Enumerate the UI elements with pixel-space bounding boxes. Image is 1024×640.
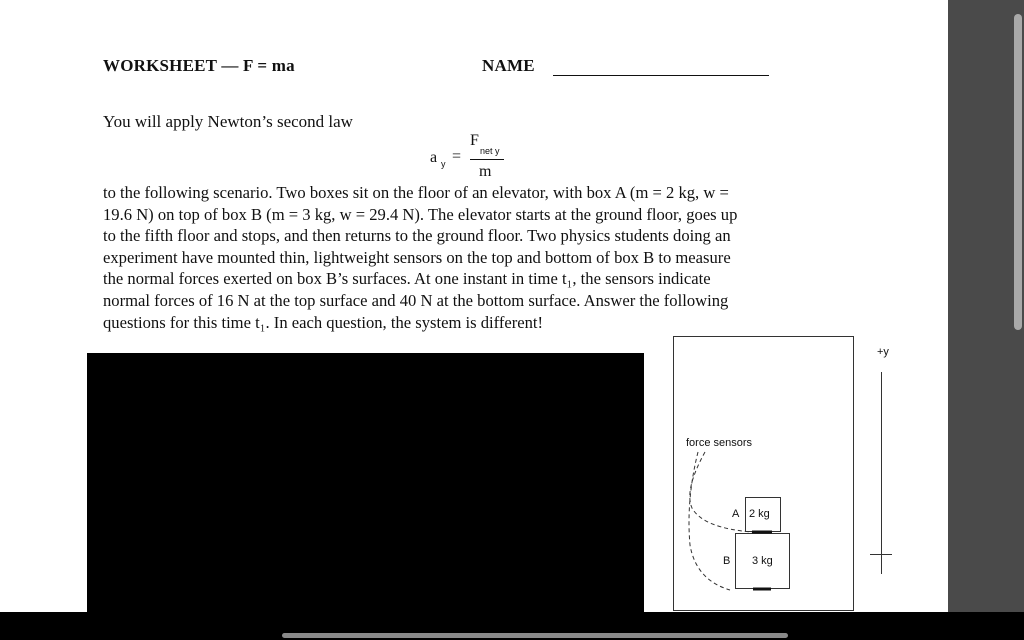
box-a-letter: A [732, 508, 740, 520]
box-b-mass: 3 kg [752, 555, 773, 567]
newton-formula [430, 132, 520, 184]
formula-lhs-subscript: y [441, 159, 446, 169]
formula-fraction-bar [470, 159, 504, 160]
formula-denominator: m [479, 163, 492, 180]
formula-lhs: a [430, 149, 438, 166]
box-a-mass: 2 kg [749, 508, 770, 520]
leader-line-top [690, 452, 752, 532]
scrollbar-thumb[interactable] [1014, 14, 1022, 330]
redacted-region [87, 353, 644, 612]
box-b-letter: B [723, 555, 731, 567]
elevator-diagram-graphic [648, 330, 948, 612]
paragraph-line: experiment have mounted thin, lightweight sensors on the top and bottom of box B to measure [103, 247, 731, 267]
paragraph-line: the normal forces exerted on box B’s surfaces. At one instant in time t₁, the sensors indicate [103, 269, 711, 289]
worksheet-title: WORKSHEET — F = ma [103, 56, 295, 75]
home-indicator[interactable] [282, 633, 788, 638]
elevator-diagram [648, 330, 948, 612]
force-sensors-label: force sensors [686, 437, 753, 449]
y-axis-label: +y [877, 346, 889, 358]
intro-text: You will apply Newton’s second law [103, 112, 353, 131]
paragraph-line: to the following scenario. Two boxes sit on the floor of an elevator, with box A (m = 2 kg, w = [103, 183, 729, 202]
formula-equals: = [452, 148, 462, 165]
paragraph-line: to the fifth floor and stops, and then returns to the ground floor. Two physics students doing an [103, 226, 731, 246]
formula-numerator: F [470, 132, 479, 149]
paragraph-line: questions for this time t₁. In each question, the system is different! [103, 312, 544, 332]
formula-numerator-subscript: net y [480, 146, 500, 156]
paragraph-line: 19.6 N) on top of box B (m = 3 kg, w = 29.4 N). The elevator starts at the ground floor, goes up [103, 204, 738, 224]
name-blank-line [553, 75, 769, 76]
paragraph-line: normal forces of 16 N at the top surface and 40 N at the bottom surface. Answer the following [103, 290, 729, 310]
name-label: NAME [482, 56, 535, 75]
scenario-paragraph [103, 182, 843, 333]
scrollbar-track[interactable] [948, 0, 1024, 612]
